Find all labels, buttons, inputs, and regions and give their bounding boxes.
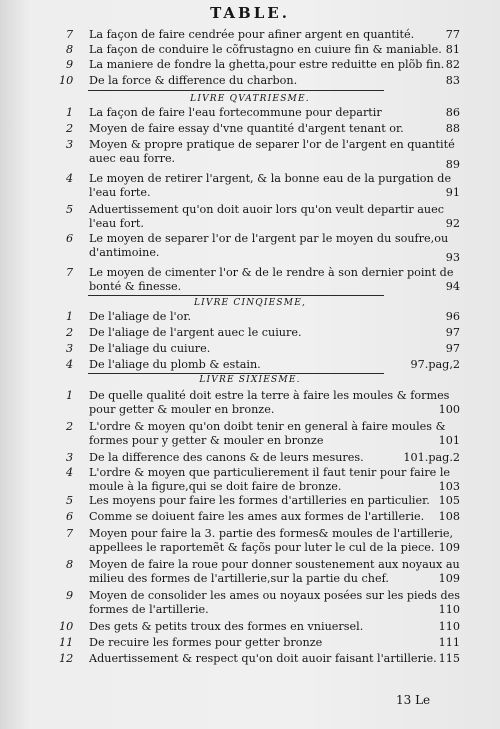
entry-title: Aduertissement & respect qu'on doit auoir faisant l'artillerie. — [89, 652, 437, 665]
entry-title: Moyen de faire essay d'vne quantité d'argent tenant or. — [89, 122, 404, 135]
entry-title-continued: d'antimoine. — [89, 246, 160, 259]
toc-entry — [0, 310, 500, 324]
toc-entry — [0, 342, 500, 356]
toc-entry-continued — [0, 186, 500, 200]
entry-title-continued: moule à la figure,qui se doit faire de bronze. — [89, 480, 342, 493]
toc-entry — [0, 58, 500, 72]
entry-title: De la force & difference du charbon. — [89, 74, 298, 87]
entry-page: 110 — [438, 620, 460, 633]
toc-entry — [0, 326, 500, 340]
entry-number: 10 — [59, 74, 74, 87]
entry-title: De l'aliage du plomb & estain. — [89, 358, 261, 371]
entry-number: 2 — [66, 326, 74, 339]
toc-entry — [0, 558, 500, 572]
entry-page: 82 — [445, 58, 460, 71]
entry-page: 97 — [445, 342, 460, 355]
toc-entry-continued — [0, 246, 500, 264]
entry-number: 6 — [66, 232, 74, 245]
toc-entry — [0, 451, 500, 465]
entry-title: Moyen de faire la roue pour donner soustenement aux noyaux au — [89, 558, 460, 571]
entry-page: 105 — [438, 494, 460, 507]
entry-number: 9 — [66, 589, 74, 602]
entry-title-continued: l'eau forte. — [89, 186, 151, 199]
entry-title: L'ordre & moyen qu'on doibt tenir en general à faire moules & — [89, 420, 446, 433]
entry-title-continued: pour getter & mouler en bronze. — [89, 403, 275, 416]
entry-page: 94 — [445, 280, 460, 293]
catchword-signature: 13 Le — [396, 693, 431, 707]
entry-page: 115 — [438, 652, 460, 665]
entry-page: 81 — [445, 43, 460, 56]
entry-number: 6 — [66, 510, 74, 523]
section-heading: LIVRE QVATRIESME. — [190, 94, 310, 104]
toc-entry — [0, 527, 500, 541]
entry-title: Moyen & propre pratique de separer l'or de l'argent en quantité — [89, 138, 455, 151]
toc-entry — [0, 232, 500, 246]
toc-entry — [0, 589, 500, 603]
entry-number: 3 — [66, 451, 74, 464]
toc-entry — [0, 203, 500, 217]
entry-number: 9 — [66, 58, 74, 71]
entry-title: Des gets & petits troux des formes en vniuersel. — [89, 620, 364, 633]
entry-number: 12 — [59, 652, 74, 665]
entry-title: De recuire les formes pour getter bronze — [89, 636, 323, 649]
toc-entry — [0, 510, 500, 524]
entry-number: 1 — [66, 389, 74, 402]
entry-page: 111 — [438, 636, 460, 649]
toc-entry — [0, 652, 500, 666]
entry-title: Le moyen de retirer l'argent, & la bonne eau de la purgation de — [89, 172, 452, 185]
entry-number: 3 — [66, 342, 74, 355]
entry-title-continued: milieu des formes de l'artillerie,sur la partie du chef. — [89, 572, 389, 585]
entry-title: De la difference des canons & de leurs mesures. — [89, 451, 364, 464]
entry-number: 8 — [66, 558, 74, 571]
toc-entry — [0, 138, 500, 152]
entry-title: La maniere de fondre la ghetta,pour estre reduitte en plõb fin. — [89, 58, 445, 71]
entry-page: 110 — [438, 603, 460, 616]
entry-title: De l'aliage de l'argent auec le cuiure. — [89, 326, 302, 339]
entry-page: 100 — [438, 403, 460, 416]
entry-title-continued: auec eau forre. — [89, 152, 176, 165]
entry-title: Comme se doiuent faire les ames aux formes de l'artillerie. — [89, 510, 425, 523]
entry-title: Le moyen de separer l'or de l'argent par le moyen du soufre,ou — [89, 232, 449, 245]
entry-page: 86 — [445, 106, 460, 119]
toc-entry — [0, 358, 500, 372]
entry-title-continued: l'eau fort. — [89, 217, 144, 230]
section-heading: LIVRE CINQIESME, — [193, 298, 307, 308]
toc-entry — [0, 106, 500, 120]
entry-page: 109 — [438, 541, 460, 554]
toc-entry-continued — [0, 541, 500, 555]
toc-entry — [0, 43, 500, 57]
entry-number: 1 — [66, 106, 74, 119]
entry-number: 2 — [66, 420, 74, 433]
entry-number: 10 — [59, 620, 74, 633]
entry-title-continued: bonté & finesse. — [89, 280, 182, 293]
entry-title: De quelle qualité doit estre la terre à faire les moules & formes — [89, 389, 450, 402]
entry-page: 91 — [445, 186, 460, 199]
entry-number: 5 — [66, 203, 74, 216]
entry-title-continued: appellees le raportemẽt & façõs pour luter le cul de la piece. — [89, 541, 435, 554]
toc-entry — [0, 266, 500, 280]
entry-number: 2 — [66, 122, 74, 135]
entry-page: 101.pag.2 — [403, 451, 460, 464]
entry-page: 92 — [445, 217, 460, 230]
entry-number: 7 — [66, 28, 74, 41]
section-rule — [88, 373, 384, 374]
entry-number: 5 — [66, 494, 74, 507]
section-rule — [88, 295, 384, 296]
entry-number: 8 — [66, 43, 74, 56]
entry-page: 103 — [438, 480, 460, 493]
entry-number: 11 — [59, 636, 74, 649]
toc-entry-continued — [0, 572, 500, 586]
entry-number: 4 — [66, 172, 74, 185]
entry-page: 97.pag,2 — [410, 358, 460, 371]
entry-number: 7 — [66, 527, 74, 540]
entry-page: 108 — [438, 510, 460, 523]
entry-title: La façon de conduire le cõfrustagno en cuiure fin & maniable. — [89, 43, 442, 56]
entry-title: De l'aliage du cuiure. — [89, 342, 211, 355]
entry-title: Le moyen de cimenter l'or & de le rendre à son dernier point de — [89, 266, 454, 279]
entry-number: 4 — [66, 358, 74, 371]
entry-page: 96 — [445, 310, 460, 323]
toc-entry-continued — [0, 434, 500, 448]
toc-entry — [0, 172, 500, 186]
toc-entry — [0, 122, 500, 136]
entry-title-continued: formes de l'artillerie. — [89, 603, 209, 616]
entry-title: La façon de faire l'eau fortecommune pour departir — [89, 106, 382, 119]
page-title: TABLE. — [210, 4, 290, 22]
toc-entry-continued — [0, 280, 500, 294]
entry-page: 83 — [445, 74, 460, 87]
section-rule — [88, 90, 384, 91]
entry-title: De l'aliage de l'or. — [89, 310, 192, 323]
entry-page: 93 — [445, 251, 460, 264]
entry-page: 101 — [438, 434, 460, 447]
section-heading: LIVRE SIXIESME. — [199, 375, 301, 385]
entry-number: 1 — [66, 310, 74, 323]
entry-title: Moyen de consolider les ames ou noyaux posées sur les pieds des — [89, 589, 460, 602]
entry-page: 88 — [445, 122, 460, 135]
entry-page: 89 — [445, 158, 460, 171]
toc-entry — [0, 466, 500, 480]
toc-entry — [0, 620, 500, 634]
entry-number: 4 — [66, 466, 74, 479]
toc-entry — [0, 636, 500, 650]
entry-title-continued: formes pour y getter & mouler en bronze — [89, 434, 324, 447]
toc-entry — [0, 420, 500, 434]
entry-number: 3 — [66, 138, 74, 151]
entry-title: Moyen pour faire la 3. partie des formes& moules de l'artillerie, — [89, 527, 454, 540]
toc-entry — [0, 494, 500, 508]
entry-title: L'ordre & moyen que particulierement il faut tenir pour faire le — [89, 466, 451, 479]
entry-page: 109 — [438, 572, 460, 585]
toc-entry-continued — [0, 603, 500, 617]
toc-entry-continued — [0, 217, 500, 231]
entry-number: 7 — [66, 266, 74, 279]
entry-title: Aduertissement qu'on doit auoir lors qu'on veult departir auec — [89, 203, 445, 216]
toc-entry — [0, 28, 500, 42]
toc-entry-continued — [0, 480, 500, 494]
entry-title: Les moyens pour faire les formes d'artilleries en particulier. — [89, 494, 430, 507]
entry-title: La façon de faire cendrée pour afiner argent en quantité. — [89, 28, 415, 41]
toc-entry-continued — [0, 152, 500, 171]
toc-entry-continued — [0, 403, 500, 417]
toc-entry — [0, 74, 500, 88]
entry-page: 77 — [445, 28, 460, 41]
toc-entry — [0, 389, 500, 403]
entry-page: 97 — [445, 326, 460, 339]
